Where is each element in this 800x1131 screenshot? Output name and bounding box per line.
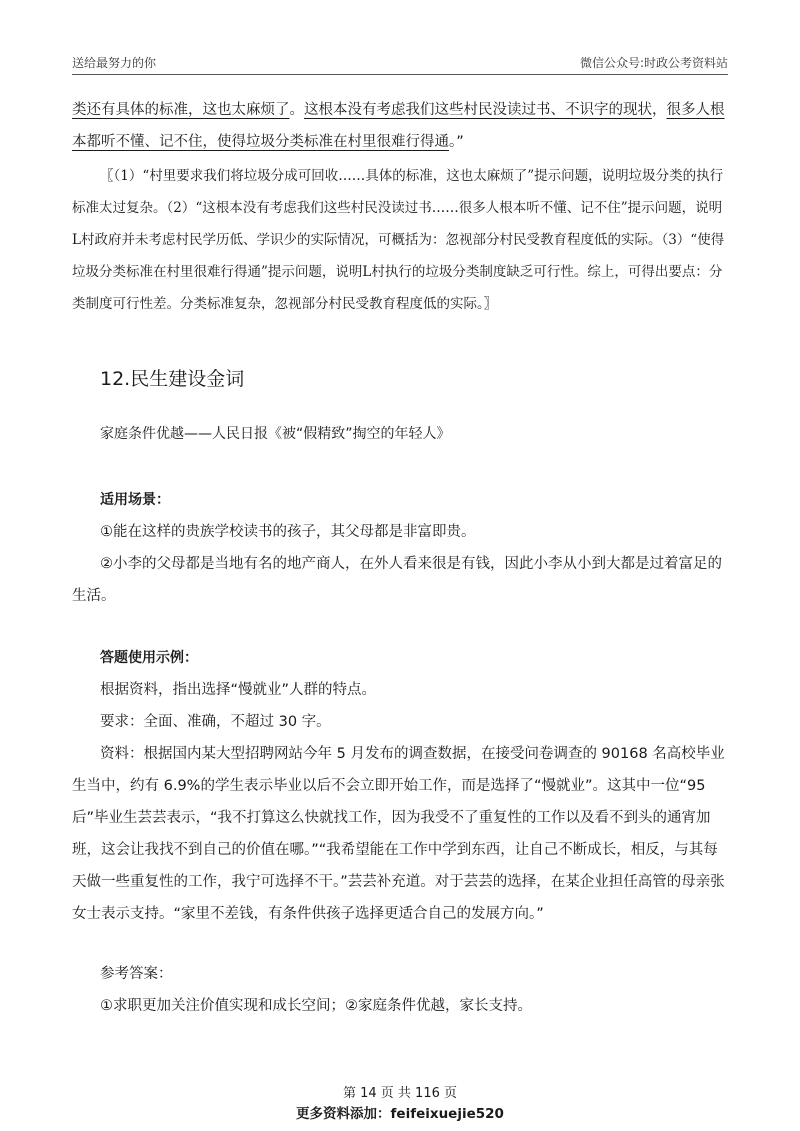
example-material: 资料：根据国内某大型招聘网站今年 5 月发布的调查数据，在接受问卷调查的 90168 名高校毕业生当中，约有 6.9%的学生表示毕业以后不会立即开始工作，而是选择了“慢就业”。这其中一位“95 后”毕业生芸芸表示，“我不打算这么快就找工作，因为我受不了重复性的工作以及看不到头的通宵加班，这会让我找不到自己的价值在哪。”“我希望能在工作中学到东西，让自己不断成长，相反，与其每天做一些重复性的工作，我宁可选择不干。”芸芸补充道。对于芸芸的选择，在某企业担任高管的母亲张女士表示支持。“家里不差钱，有条件供孩子选择更适合自己的发展方向。”	[72, 746, 725, 922]
quote-seg3: 这根本没有考虑我们这些村民没读过书、不识字的现状	[304, 102, 652, 118]
page-number: 第 14 页 共 116 页	[342, 1086, 458, 1101]
footer-more-info: 更多资料添加：feifeixuejie520	[296, 1106, 504, 1122]
quote-seg1: 类还有具体的标准，这也太麻烦了	[72, 102, 290, 118]
header-right-text: 微信公众号:时政公考资料站	[579, 56, 728, 70]
quote-seg2: 。	[289, 102, 304, 118]
header-left-text: 送给最努力的你	[72, 56, 157, 70]
quote-seg6: 。”	[449, 134, 464, 150]
section-title: 12.民生建设金词	[100, 368, 245, 390]
answer-label: 参考答案：	[100, 966, 173, 982]
scenario-item-1: ①能在这样的贵族学校读书的孩子，其父母都是非富即贵。	[100, 524, 476, 540]
quote-seg4: ，	[652, 102, 667, 118]
quote-paragraph	[72, 94, 728, 158]
example-prompt: 根据资料，指出选择“慢就业”人群的特点。	[100, 682, 377, 698]
phrase-line: 家庭条件优越——人民日报《被“假精致”掏空的年轻人》	[100, 426, 451, 442]
answer-text: ①求职更加关注价值实现和成长空间；②家庭条件优越，家长支持。	[100, 998, 532, 1014]
quote-seg5: 很多人根本都听不懂、记不住，使得垃圾分类标准在村里很难行得通	[72, 102, 725, 150]
example-label: 答题使用示例：	[100, 650, 198, 666]
explanation-paragraph: 〖（1）“村里要求我们将垃圾分成可回收……具体的标准，这也太麻烦了”提示问题，说明垃圾分类的执行标准太过复杂。（2）“这根本没有考虑我们这些村民没读过书……很多人根本听不懂、记不住”提示问题，说明L村政府并未考虑村民学历低、学识少的实际情况，可概括为：忽视部分村民受教育程度低的实际。（3）“使得垃圾分类标准在村里很难行得通”提示问题，说明L村执行的垃圾分类制度缺乏可行性。综上，可得出要点：分类制度可行性差。分类标准复杂，忽视部分村民受教育程度低的实际。〗	[72, 168, 725, 312]
example-requirement: 要求：全面、准确，不超过 30 字。	[100, 714, 331, 730]
scenario-label: 适用场景：	[100, 492, 170, 508]
page-header	[72, 50, 728, 75]
scenario-item-2: ②小李的父母都是当地有名的地产商人，在外人看来很是有钱，因此小李从小到大都是过着富足的生活。	[72, 556, 722, 604]
